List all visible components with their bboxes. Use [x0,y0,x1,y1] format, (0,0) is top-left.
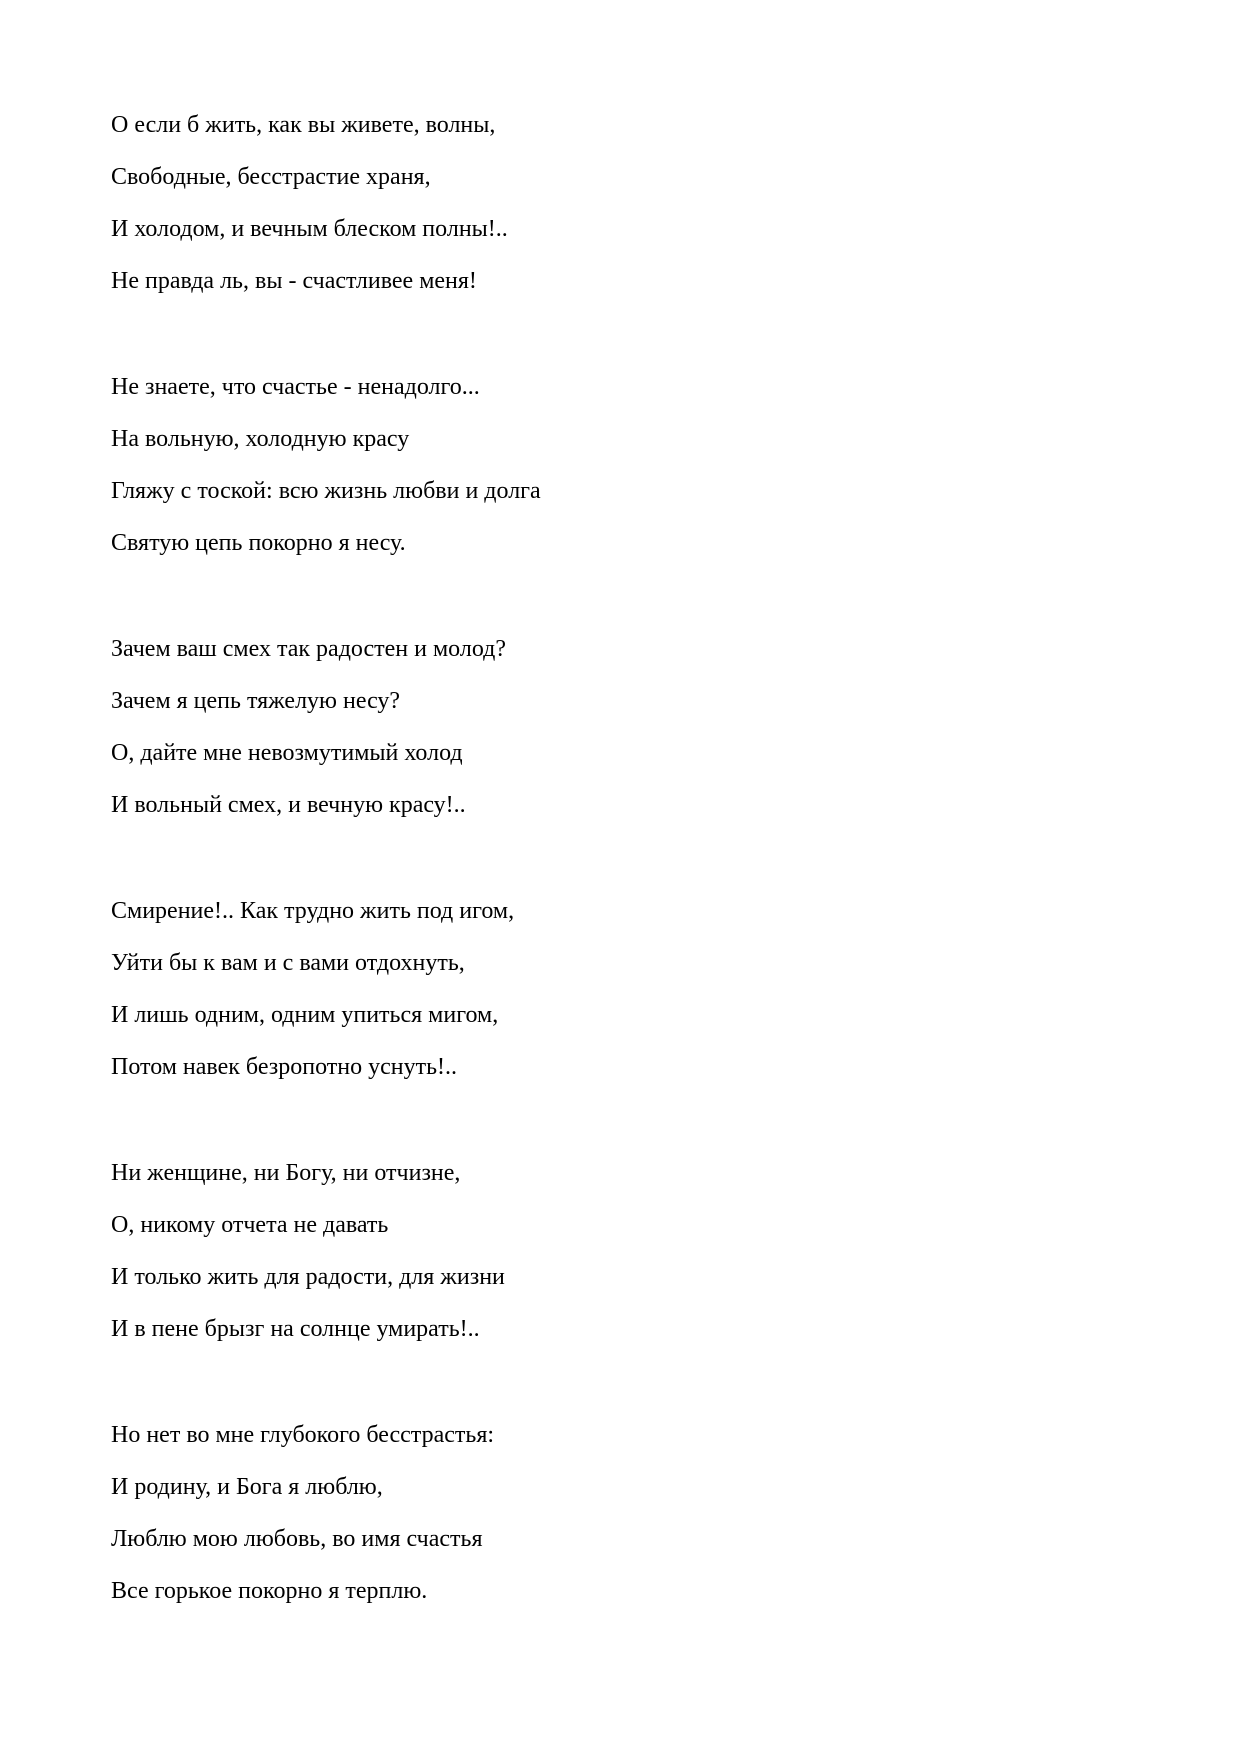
poem-line: На вольную, холодную красу [111,426,410,452]
poem-line: Зачем я цепь тяжелую несу? [111,688,401,714]
poem-line: И вольный смех, и вечную красу!.. [111,792,466,818]
poem-line: Свободные, бесстрастие храня, [111,164,431,190]
poem-line: О, никому отчета не давать [111,1212,389,1238]
poem-line: Люблю мою любовь, во имя счастья [111,1526,483,1552]
poem-line: Ни женщине, ни Богу, ни отчизне, [111,1160,461,1186]
poem-line: Зачем ваш смех так радостен и молод? [111,636,507,662]
poem-line: Потом навек безропотно уснуть!.. [111,1054,458,1080]
poem-line: Гляжу с тоской: всю жизнь любви и долга [111,478,541,504]
poem-line: Святую цепь покорно я несу. [111,530,406,556]
poem-line: И лишь одним, одним упиться мигом, [111,1002,499,1028]
poem-line: Не правда ль, вы - счастливее меня! [111,268,477,294]
poem-line: О если б жить, как вы живете, волны, [111,112,496,138]
poem-line: Не знаете, что счастье - ненадолго... [111,374,480,400]
poem-line: О, дайте мне невозмутимый холод [111,740,463,766]
poem-line: И в пене брызг на солнце умирать!.. [111,1316,480,1342]
poem-line: И только жить для радости, для жизни [111,1264,505,1290]
poem-line: И холодом, и вечным блеском полны!.. [111,216,508,242]
poem-line: Смирение!.. Как трудно жить под игом, [111,898,515,924]
poem-line: И родину, и Бога я люблю, [111,1474,383,1500]
poem-line: Но нет во мне глубокого бесстрастья: [111,1422,495,1448]
poem-line: Все горькое покорно я терплю. [111,1578,428,1604]
poem-line: Уйти бы к вам и с вами отдохнуть, [111,950,465,976]
